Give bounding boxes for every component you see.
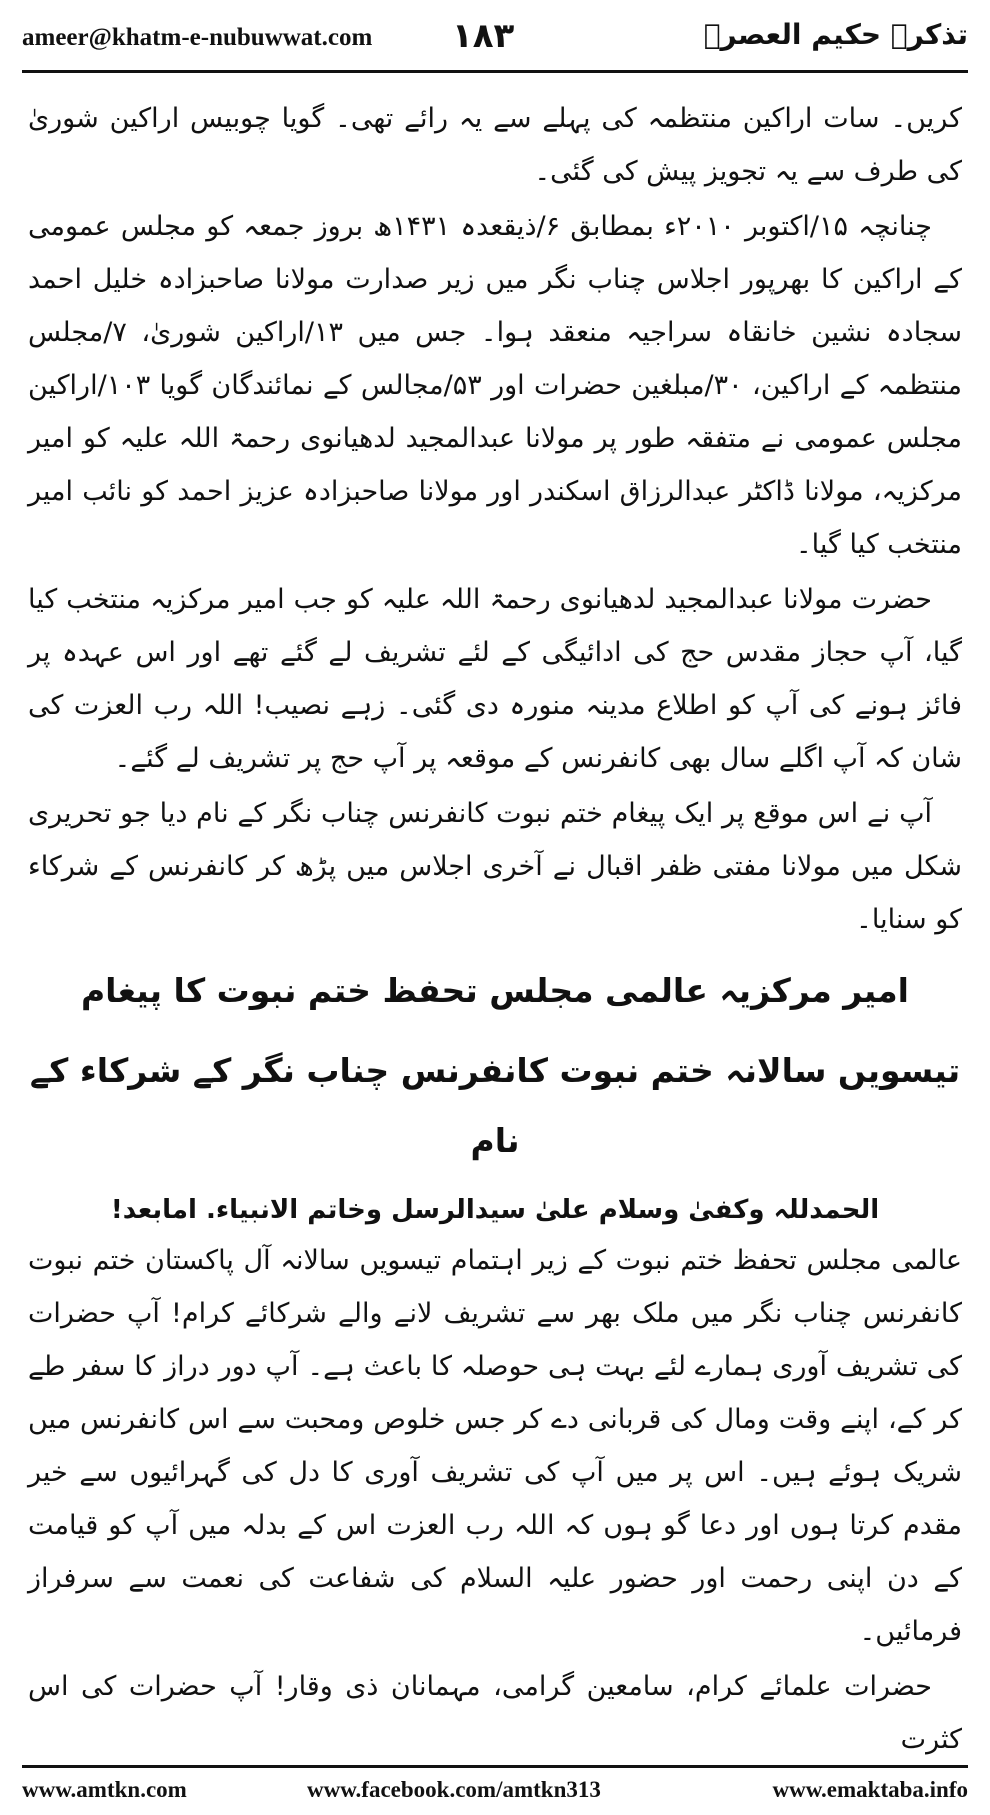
- paragraph-2: چنانچہ ۱۵/اکتوبر ۲۰۱۰ء بمطابق ۶/ذیقعدہ ۱۴۳۱ھ بروز جمعہ کو مجلس عمومی کے اراکین کا بھرپور اجلاس چناب نگر میں زیر صدارت مولانا صاحبزادہ خلیل احمد سجادہ نشین خانقاہ سراجیہ منعقد ہوا۔ جس میں ۱۳/اراکین شوریٰ، ۷/مجلس منتظمہ کے اراکین، ۳۰/مبلغین حضرات اور ۵۳/مجالس کے نمائندگان گویا ۱۰۳/اراکین مجلس عمومی نے متفقہ طور پر مولانا عبدالمجید لدھیانوی رحمۃ اللہ علیہ کو امیر مرکزیہ، مولانا ڈاکٹر عبدالرزاق اسکندر اور مولانا صاحبزادہ عزیز احمد کو نائب امیر منتخب کیا گیا۔: [28, 211, 962, 560]
- paragraph-3: حضرت مولانا عبدالمجید لدھیانوی رحمۃ اللہ علیہ کو جب امیر مرکزیہ منتخب کیا گیا، آپ حجاز مقدس حج کی ادائیگی کے لئے تشریف لے گئے تھے اور اس عہدہ پر فائز ہونے کی آپ کو اطلاع مدینہ منورہ دی گئی۔ زہے نصیب! اللہ رب العزت کی شان کہ آپ اگلے سال بھی کانفرنس کے موقعہ پر آپ حج پر تشریف لے گئے۔: [28, 584, 962, 774]
- section-heading-1: امیر مرکزیہ عالمی مجلس تحفظ ختم نبوت کا پیغام: [81, 971, 909, 1010]
- section-heading-2: تیسویں سالانہ ختم نبوت کانفرنس چناب نگر کے شرکاء کے نام: [29, 1051, 961, 1160]
- page-number: ۱۸۳: [452, 16, 515, 56]
- header-email: ameer@khatm-e-nubuwwat.com: [22, 24, 373, 51]
- page-footer: [22, 1765, 968, 1805]
- paragraph-6: حضرات علمائے کرام، سامعین گرامی، مہمانان ذی وقار! آپ حضرات کی اس کثرت: [28, 1671, 962, 1755]
- paragraph-4: آپ نے اس موقع پر ایک پیغام ختم نبوت کانفرنس چناب نگر کے نام دیا جو تحریری شکل میں مولانا مفتی ظفر اقبال نے آخری اجلاس میں پڑھ کر کانفرنس کے شرکاء کو سنایا۔: [28, 798, 962, 935]
- page-body: [28, 92, 962, 1768]
- paragraph-5: عالمی مجلس تحفظ ختم نبوت کے زیر اہتمام تیسویں سالانہ آل پاکستان ختم نبوت کانفرنس چناب نگر میں ملک بھر سے تشریف لانے والے شرکائے کرام! آپ حضرات کی تشریف آوری ہمارے لئے بہت ہی حوصلہ کا باعث ہے۔ آپ دور دراز کا سفر طے کر کے، اپنے وقت ومال کی قربانی دے کر جس خلوص ومحبت سے اس کانفرنس میں شریک ہوئے ہیں۔ اس پر میں آپ کی تشریف آوری کا دل کی گہرائیوں سے خیر مقدم کرتا ہوں اور دعا گو ہوں کہ اللہ رب العزت اس کے بدلہ میں آپ کو قیامت کے دن اپنی رحمت اور حضور علیہ السلام کی شفاعت کی نعمت سے سرفراز فرمائیں۔: [28, 1245, 962, 1647]
- footer-link-facebook[interactable]: www.facebook.com/amtkn313: [307, 1777, 601, 1802]
- header-divider: [22, 70, 968, 73]
- salutation-line: الحمدللہ وکفیٰ وسلام علیٰ سیدالرسل وخاتم الانبیاء. امابعد!: [110, 1195, 880, 1225]
- footer-divider: [22, 1765, 968, 1768]
- paragraph-1: کریں۔ سات اراکین منتظمہ کی پہلے سے یہ رائے تھی۔ گویا چوبیس اراکین شوریٰ کی طرف سے یہ تجویز پیش کی گئی۔: [28, 103, 962, 187]
- book-title: تذکرہ حکیم العصرؒ: [703, 18, 968, 51]
- page-header: [22, 10, 968, 66]
- footer-link-amtkn[interactable]: www.amtkn.com: [22, 1777, 187, 1802]
- footer-link-emaktaba[interactable]: www.emaktaba.info: [772, 1777, 968, 1802]
